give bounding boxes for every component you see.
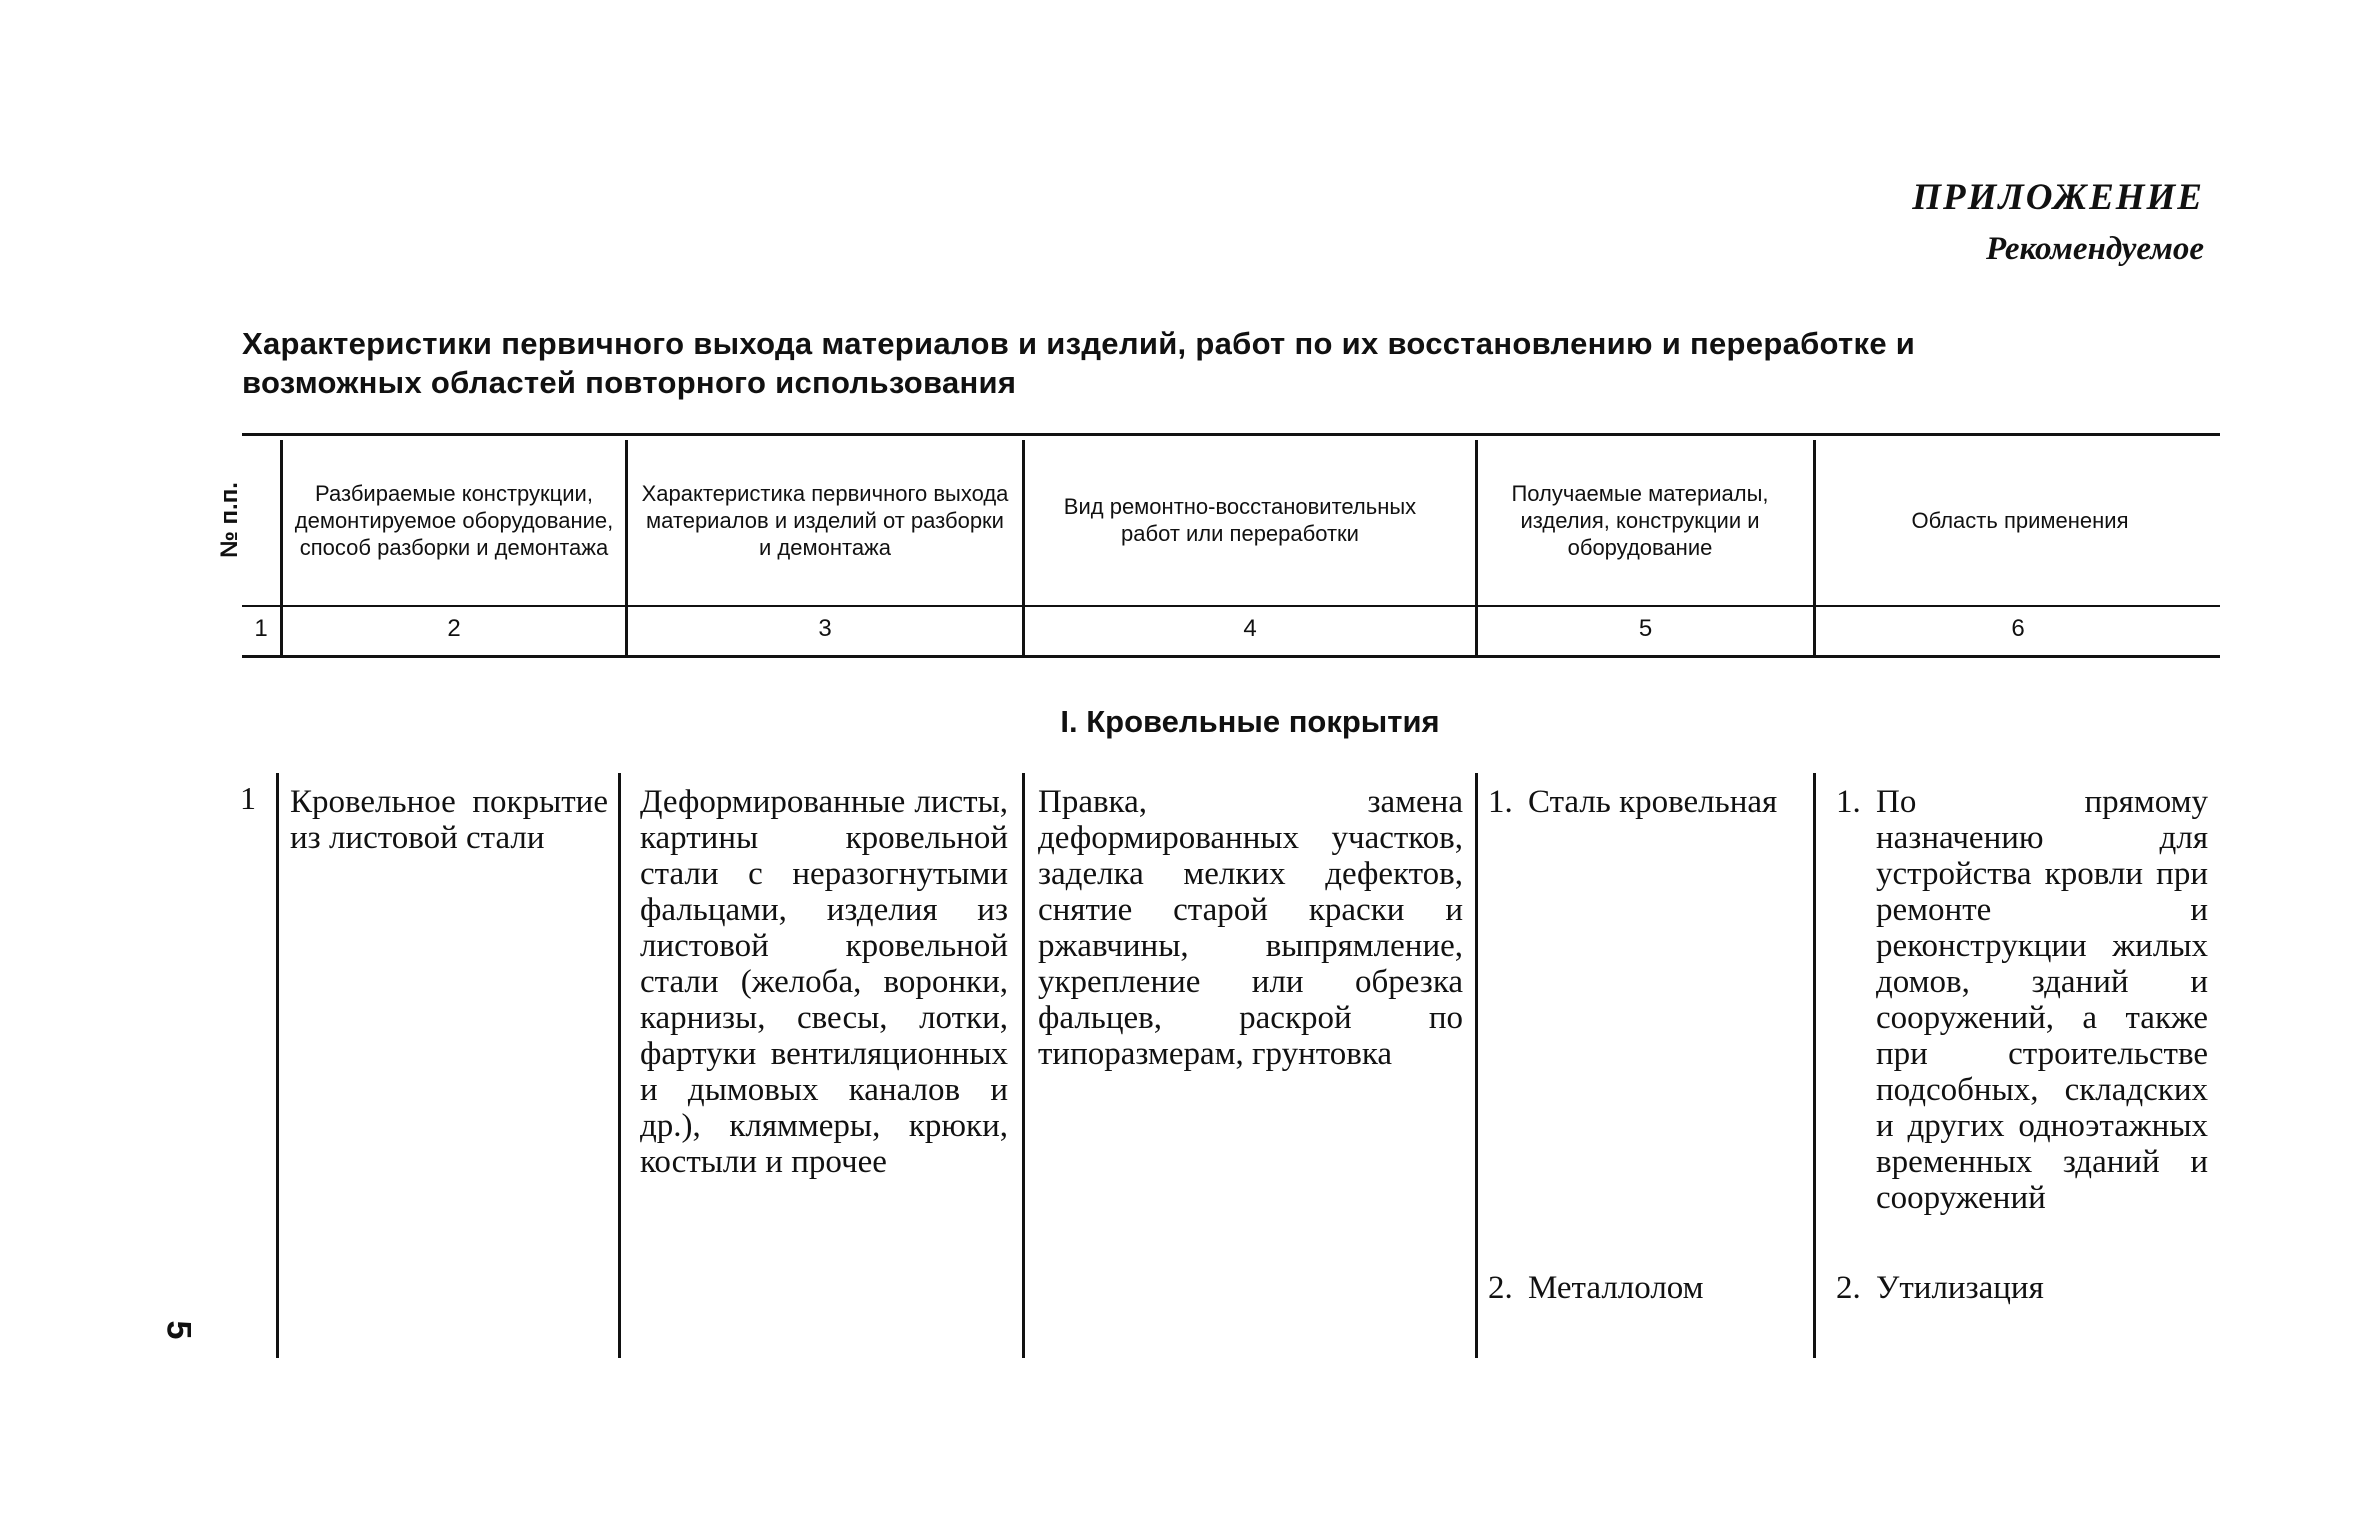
header-rule: [242, 605, 2220, 607]
material-item: [1488, 784, 1800, 820]
body-divider: [1813, 773, 1816, 1358]
cell-structure: Кровельное покрытие из листовой стали: [290, 784, 608, 856]
application-item-number: 1.: [1836, 784, 1861, 820]
material-item-number: 1.: [1488, 784, 1513, 820]
body-divider: [1475, 773, 1478, 1358]
col-number-6: 6: [2011, 615, 2025, 642]
page-number-text: 5: [159, 1320, 198, 1340]
numbers-rule: [242, 655, 2220, 658]
header-col-5: Получаемые материалы, изделия, конструкции и оборудование: [1511, 480, 1769, 560]
body-divider: [1022, 773, 1025, 1358]
col-number-2: 2: [447, 615, 461, 642]
cell-works: Правка, замена деформированных участков, заделка мелких дефектов, снятие старой краски и ржавчины, выпрямление, укрепление или обрезка фальцев, раскрой по типоразмерам, грунтовка: [1038, 784, 1463, 1072]
material-item-text: Металлолом: [1528, 1270, 1704, 1306]
header-col-6: Область применения: [1911, 507, 2129, 533]
cell-primary-output: Деформированные листы, картины кровельной стали с неразогнутыми фальцами, изделия из листовой кровельной стали (желоба, воронки, карнизы, свесы, лотки, фартуки вентиляционных и дымовых каналов и др.), кляммеры, крюки, костыли и прочее: [640, 784, 1008, 1180]
appendix-label-block: [1912, 176, 2204, 268]
application-item-text: Утилизация: [1876, 1270, 2044, 1306]
document-title: Характеристики первичного выхода материалов и изделий, работ по их восстановлению и переработке и возможных областей повторного использования: [242, 326, 1916, 400]
body-divider: [276, 773, 279, 1358]
body-divider: [618, 773, 621, 1358]
header-col-3: Характеристика первичного выхода материалов и изделий от разборки и демонтажа: [641, 480, 1009, 560]
header-col-1-text: № п.п.: [216, 482, 243, 558]
table-top-rule: [242, 433, 2220, 436]
application-item-number: 2.: [1836, 1270, 1861, 1306]
col-number-5: 5: [1638, 615, 1653, 642]
material-item-number: 2.: [1488, 1270, 1513, 1306]
appendix-sublabel: Рекомендуемое: [1985, 231, 2204, 267]
application-item-text: По прямому назначению для устройства кровли при ремонте и реконструкции жилых домов, зданий и сооружений, а также при строительстве подсобных, складских и других одноэтажных временных зданий и сооружений: [1876, 784, 2208, 1216]
col-number-4: 4: [1243, 615, 1257, 642]
material-item-text: Сталь кровельная: [1528, 784, 1778, 820]
col-number-3: 3: [818, 615, 832, 642]
header-col-2: Разбираемые конструкции, демонтируемое оборудование, способ разборки и демонтажа: [294, 480, 614, 560]
material-item: [1488, 1270, 1800, 1306]
section-title: I. Кровельные покрытия: [1060, 704, 1440, 739]
application-item: [1836, 784, 2208, 1216]
application-item: [1836, 1270, 2208, 1306]
appendix-label: ПРИЛОЖЕНИЕ: [1912, 177, 2204, 218]
col-number-1: 1: [254, 615, 268, 642]
header-col-4: Вид ремонтно-восстановительных работ или переработки: [1063, 494, 1417, 546]
row-number: 1: [240, 780, 256, 816]
